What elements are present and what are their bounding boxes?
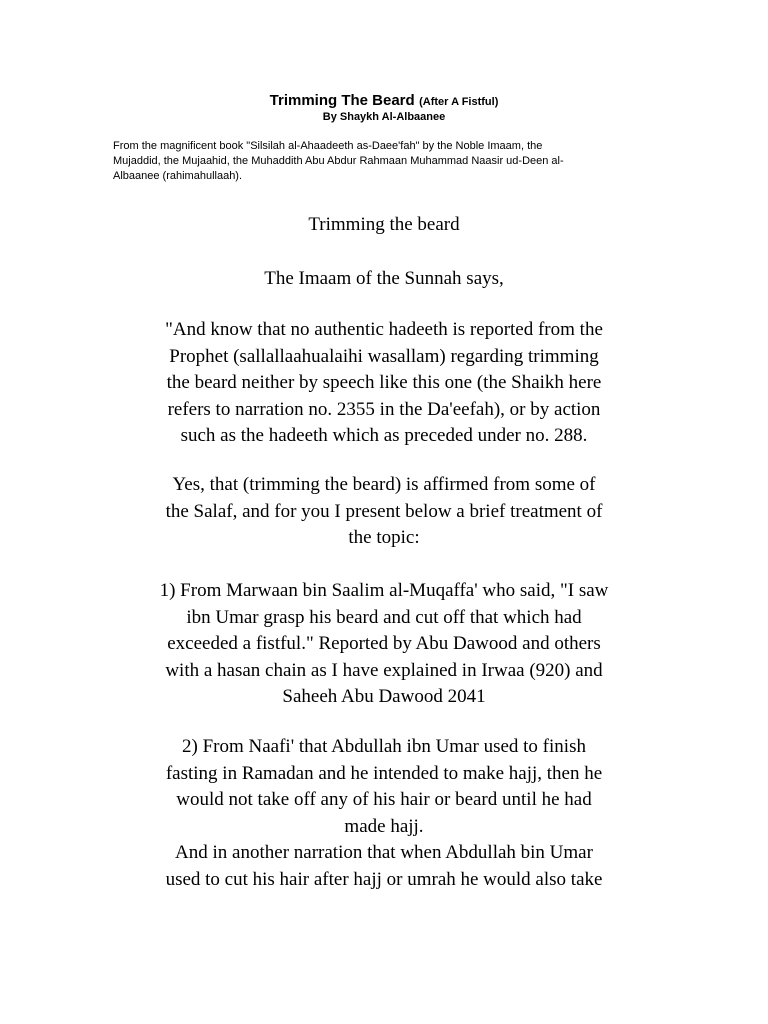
intro-paragraph: From the magnificent book "Silsilah al-Ahaadeeth as-Daee'fah" by the Noble Imaam, the Mujaddid, the Mujaahid, the Muhaddith Abu Abdur Rahmaan Muhammad Naasir ud-Deen al- Albaanee (rahimahullaah). [113, 140, 564, 182]
paragraph-affirmed: Yes, that (trimming the beard) is affirmed from some of the Salaf, and for you I present below a brief treatment of the topic: [165, 474, 603, 548]
section-heading: Trimming the beard [308, 214, 460, 235]
paragraph-imaam-says: The Imaam of the Sunnah says, [264, 268, 504, 289]
paragraph-quote: "And know that no authentic hadeeth is reported from the Prophet (sallallaahualaihi wasallam) regarding trimming the beard neither by speech like this one (the Shaikh here refers to narration no. 2355 in the Da'eefah), or by action such as the hadeeth which as preceded under no. 288. [165, 319, 603, 446]
title-main: Trimming The Beard [269, 92, 415, 109]
paragraph-point-2: 2) From Naafi' that Abdullah ibn Umar used to finish fasting in Ramadan and he intended to make hajj, then he would not take off any of his hair or beard until he had made hajj. And in another narration that when Abdullah bin Umar used to cut his hair after hajj or umrah he would also take [165, 736, 603, 890]
document-title [0, 92, 768, 111]
byline: By Shaykh Al-Albaanee [322, 111, 446, 123]
paragraph-point-1: 1) From Marwaan bin Saalim al-Muqaffa' who said, "I saw ibn Umar grasp his beard and cut off that which had exceeded a fistful." Reported by Abu Dawood and others with a hasan chain as I have explained in Irwaa (920) and Saheeh Abu Dawood 2041 [159, 580, 609, 707]
title-suffix: (After A Fistful) [419, 96, 499, 108]
